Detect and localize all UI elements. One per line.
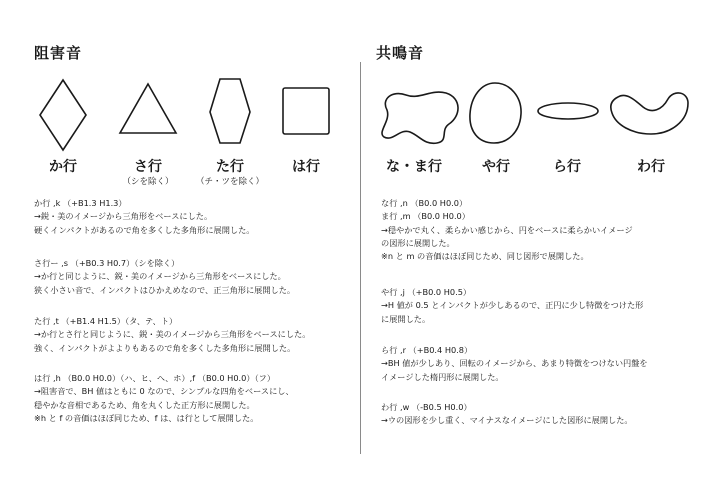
ha-square-shape [283, 88, 329, 134]
sa-sub-label: （シを除く） [122, 177, 174, 187]
sa-triangle-shape [120, 84, 176, 133]
note-line: 狭く小さい音で、インパクトはひかえめなので、正三角形に展開した。 [34, 284, 296, 295]
note-line: ※n と m の音価はほぼ同じため、同じ図形で展開した。 [381, 251, 589, 262]
note-ha [34, 372, 294, 425]
note-ra [381, 344, 648, 384]
note-line: →阻害音で、BH 値はともに 0 なので、シンプルな四角をベースにし、 [34, 386, 294, 397]
ta-sub-label: （チ・ツを除く） [195, 177, 264, 187]
wa-label: わ行 [637, 159, 665, 175]
note-line: →H 値が 0.5 とインパクトが少しあるので、正円に少し特徴をつけた形 [381, 300, 644, 311]
ra-ellipse-shape [538, 103, 598, 119]
sonorant-heading: 共鳴音 [376, 44, 425, 62]
wa-kidney-shape [611, 93, 688, 134]
nama-label: な・ま行 [386, 159, 442, 175]
note-ka [34, 197, 255, 237]
note-line: →ウの図形を少し重く、マイナスなイメージにした図形に展開した。 [381, 415, 633, 426]
note-line: ま行 ,m （B0.0 H0.0） [381, 211, 470, 222]
note-line: →か行とさ行と同じように、鋭・美のイメージから三角形をベースにした。 [34, 329, 311, 340]
note-nama [381, 197, 633, 263]
note-line: →穏やかで丸く、柔らかい感じから、円をベースに柔らかいイメージ [381, 224, 633, 235]
note-line: 穏やかな音相であるため、角を丸くした正方形に展開した。 [34, 399, 255, 410]
note-title: は行 ,h （B0.0 H0.0）（ハ、ヒ、ヘ、ホ）,f （B0.0 H0.0）（フ） [34, 373, 276, 383]
note-title: や行 ,j （+B0.0 H0.5） [381, 287, 472, 297]
ya-drop-shape [470, 83, 521, 143]
obstruent-heading: 阻害音 [34, 44, 83, 62]
note-line: →鋭・美のイメージから三角形をベースにした。 [34, 211, 213, 222]
note-title: な行 ,n （B0.0 H0.0） [381, 198, 468, 208]
sa-label: さ行 [134, 159, 162, 175]
note-title: ら行 ,r （+B0.4 H0.8） [381, 345, 473, 355]
note-title: さ行ー ,s （+B0.3 H0.7）（シを除く） [34, 258, 180, 268]
note-line: 硬くインパクトがあるので角を多くした多角形に展開した。 [34, 224, 255, 235]
note-sa [34, 257, 295, 297]
ta-label: た行 [216, 159, 244, 175]
note-line: の図形に展開した。 [381, 237, 455, 248]
note-line: →BH 値が少しあり、回転のイメージから、あまり特徴をつけない円盤を [381, 358, 648, 369]
ya-label: や行 [482, 159, 510, 175]
ka-label: か行 [49, 159, 77, 175]
note-ta [34, 315, 310, 355]
ha-label: は行 [292, 159, 320, 175]
note-wa [381, 401, 633, 428]
note-line: 強く、インパクトがよよりもあるので角を多くした多角形に展開した。 [34, 342, 296, 353]
note-line: イメージした楕円形に展開した。 [381, 371, 504, 382]
note-line: ※h と f の音価はほぼ同じため、f は、は行として展開した。 [34, 412, 259, 423]
ta-hexagon-shape [210, 79, 250, 143]
note-title: わ行 ,w （-B0.5 H0.0） [381, 402, 472, 412]
ka-diamond-shape [40, 80, 86, 150]
nama-blob-shape [382, 92, 458, 143]
note-line: に展開した。 [381, 313, 431, 324]
ra-label: ら行 [553, 159, 581, 175]
note-ya [381, 286, 643, 326]
note-title: か行 ,k （+B1.3 H1.3） [34, 198, 127, 208]
note-title: た行 ,t （+B1.4 H1.5）（タ、テ、ト） [34, 316, 178, 326]
note-line: →か行と同じように、鋭・美のイメージから三角形をベースにした。 [34, 271, 286, 282]
